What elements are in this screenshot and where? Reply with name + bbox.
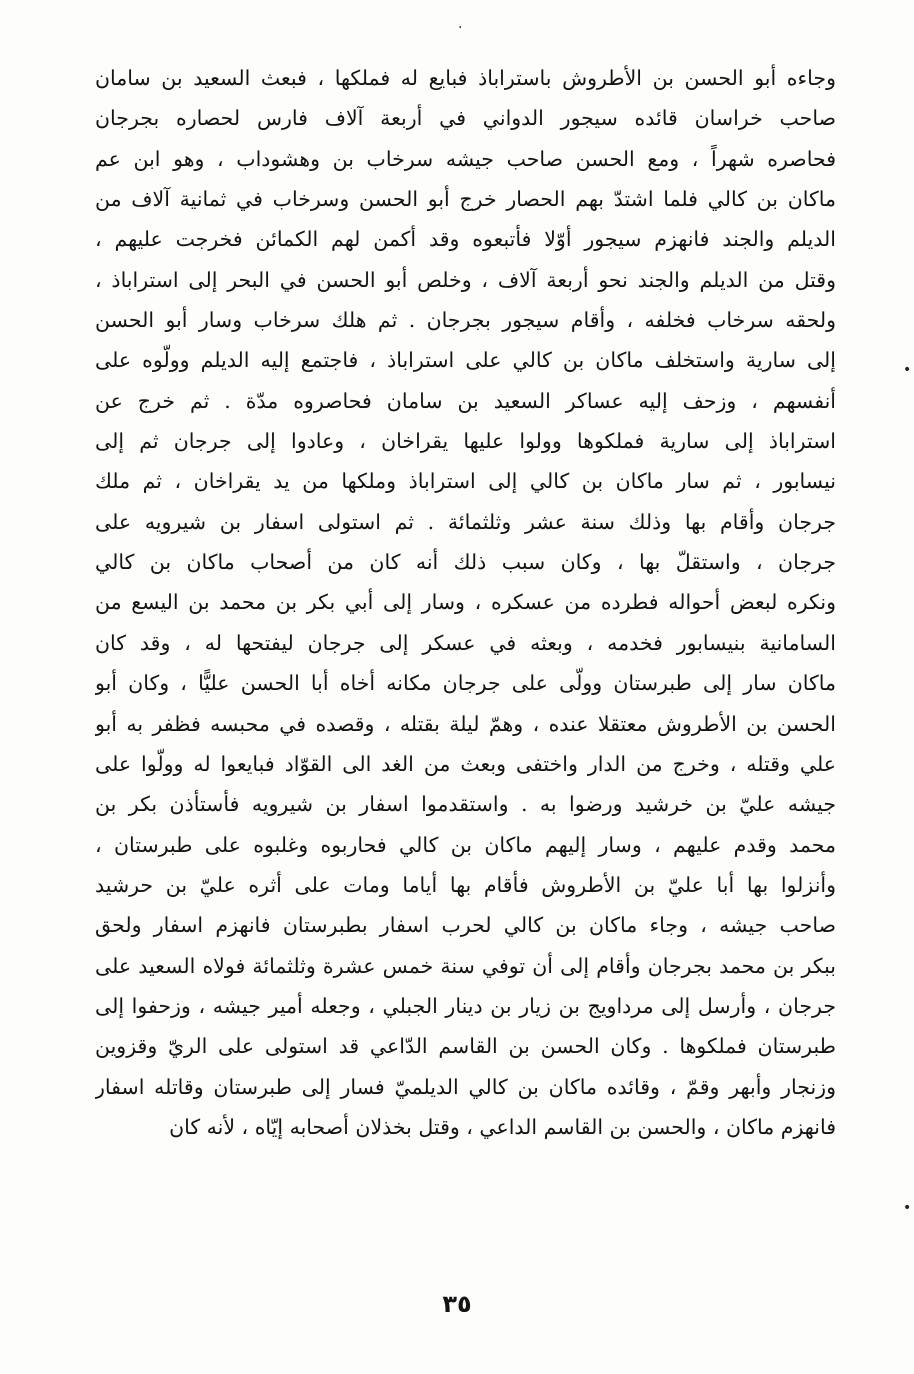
text-line: ونكره لبعض أحواله فطرده من عسكره ، وسار إلى أبي بكر بن محمد بن اليسع من [95, 590, 836, 615]
text-line: إلى سارية واستخلف ماكان بن كالي على استراباذ ، فاجتمع إليه الديلم وولّوه على [95, 348, 836, 373]
text-line: جرجان ، وأرسل إلى مرداويج بن زيار بن دينار الجبلي ، وجعله أمير جيشه ، وزحفوا إلى [95, 993, 836, 1018]
text-line: صاحب خراسان قائده سيجور الدواني في أربعة آلاف فارس لحصاره بجرجان [95, 106, 836, 131]
text-line: ولحقه سرخاب فخلفه ، وأقام سيجور بجرجان . ثم هلك سرخاب وسار أبو الحسن [95, 308, 836, 333]
text-line: وأنزلوا بها أبا عليّ بن الأطروش فأقام بها أياما ومات على أثره عليّ بن حرشيد [95, 872, 836, 897]
text-line: وجاءه أبو الحسن بن الأطروش باستراباذ فبايع له فملكها ، فبعث السعيد بن سامان [95, 66, 836, 90]
print-dot: · [458, 20, 463, 36]
text-line: فحاصره شهراً ، ومع الحسن صاحب جيشه سرخاب بن وهشوداب ، وهو ابن عم [95, 146, 836, 171]
text-line: الحسن بن الأطروش معتقلا عنده ، وهمّ ليلة بقتله ، وقصده في محبسه فظفر به أبو [95, 711, 836, 736]
print-dot: • [903, 362, 912, 378]
text-line: أنفسهم ، وزحف إليه عساكر السعيد بن سامان فحاصروه مدّة . ثم خرج عن [95, 388, 836, 413]
text-line: علي وقتله ، وخرج من الدار واختفى وبعث من الغد الى القوّاد فبايعوا له وولّوا على [95, 751, 836, 776]
print-dot: • [903, 1200, 912, 1216]
text-line: محمد وقدم عليهم ، وسار إليهم ماكان بن كالي فحاربوه وغلبوه على طبرستان ، [95, 832, 836, 857]
text-line: وقتل من الديلم والجند نحو أربعة آلاف ، وخلص أبو الحسن في البحر إلى استراباذ ، [95, 267, 836, 292]
text-line: جيشه عليّ بن خرشيد ورضوا به . واستقدموا اسفار بن شيرويه فأستأذن بكر بن [95, 792, 836, 817]
text-line: وزنجار وأبهر وقمّ ، وقائده ماكان بن كالي الديلميّ فسار إلى طبرستان وقاتله اسفار [95, 1074, 836, 1099]
body-text [95, 58, 836, 1147]
text-line: صاحب جيشه ، وجاء ماكان بن كالي لحرب اسفار بطبرستان فانهزم اسفار ولحق [95, 913, 836, 938]
text-line: ماكان سار إلى طبرستان وولّى على جرجان مكانه أخاه أبا الحسن عليًّا ، وكان أبو [95, 671, 836, 696]
text-line: جرجان وأقام بها وذلك سنة عشر وثلثمائة . ثم استولى اسفار بن شيرويه على [95, 509, 836, 534]
text-line: جرجان ، واستقلّ بها ، وكان سبب ذلك أنه كان من أصحاب ماكان بن كالي [95, 550, 836, 575]
text-line: ماكان بن كالي فلما اشتدّ بهم الحصار خرج أبو الحسن وسرخاب في ثمانية آلاف من [95, 187, 836, 212]
text-line: طبرستان فملكوها . وكان الحسن بن القاسم الدّاعي قد استولى على الريّ وقزوين [95, 1034, 836, 1059]
text-line: الديلم والجند فانهزم سيجور أوّلا فأتبعوه وقد أكمن لهم الكمائن فخرجت عليهم ، [95, 227, 836, 252]
text-line: فانهزم ماكان ، والحسن بن القاسم الداعي ، وقتل بخذلان أصحابه إيّاه ، لأنه كان [169, 1114, 836, 1139]
text-line: نيسابور ، ثم سار ماكان بن كالي إلى استراباذ وملكها من يد يقراخان ، ثم ملك [95, 469, 836, 494]
text-line: السامانية بنيسابور فخدمه ، وبعثه في عسكر إلى جرجان ليفتحها له ، وقد كان [95, 630, 836, 655]
page-number: ٣٥ [442, 1290, 472, 1318]
text-line: استراباذ إلى سارية فملكوها وولوا عليها يقراخان ، وعادوا إلى جرجان ثم إلى [95, 429, 836, 454]
text-line: ببكر بن محمد بجرجان وأقام إلى أن توفي سنة خمس عشرة وثلثمائة فولاه السعيد على [95, 953, 836, 978]
